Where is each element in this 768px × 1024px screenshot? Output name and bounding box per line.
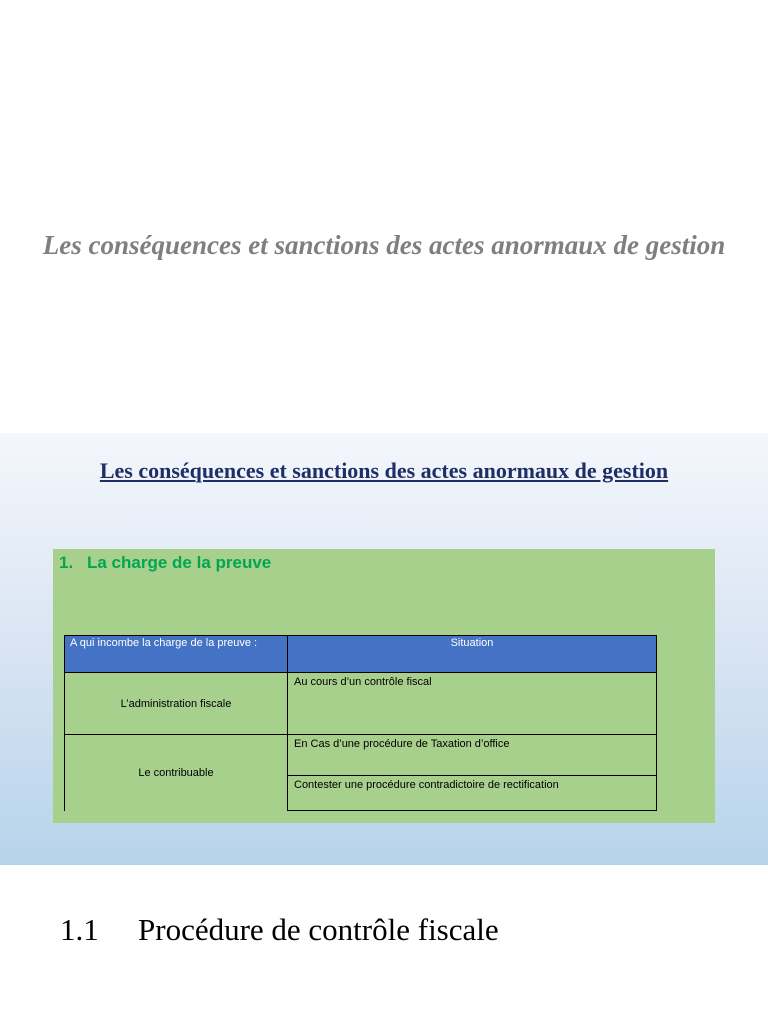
subsection-number: 1.1 <box>60 912 99 947</box>
party-cell: L’administration fiscale <box>65 673 288 735</box>
slide-title: Les conséquences et sanctions des actes anormaux de gestion <box>99 458 669 483</box>
situation-cell: En Cas d’une procédure de Taxation d’office <box>288 735 657 776</box>
section-heading <box>59 553 271 573</box>
situation-cell: Contester une procédure contradictoire de rectification <box>288 776 657 811</box>
header-party: A qui incombe la charge de la preuve : <box>65 636 288 673</box>
subsection-title: Procédure de contrôle fiscale <box>138 912 499 947</box>
document-title: Les conséquences et sanctions des actes anormaux de gestion <box>42 230 726 260</box>
section-title: La charge de la preuve <box>87 553 272 572</box>
table-row <box>65 735 657 776</box>
subsection-heading <box>60 912 499 948</box>
situation-cell: Au cours d’un contrôle fiscal <box>288 673 657 735</box>
slide-image <box>0 433 768 865</box>
burden-of-proof-table <box>64 635 657 811</box>
party-cell: Le contribuable <box>65 735 288 811</box>
table-row <box>65 673 657 735</box>
content-box <box>53 549 715 823</box>
table-header-row <box>65 636 657 673</box>
header-situation: Situation <box>288 636 657 673</box>
section-number: 1. <box>59 553 74 572</box>
